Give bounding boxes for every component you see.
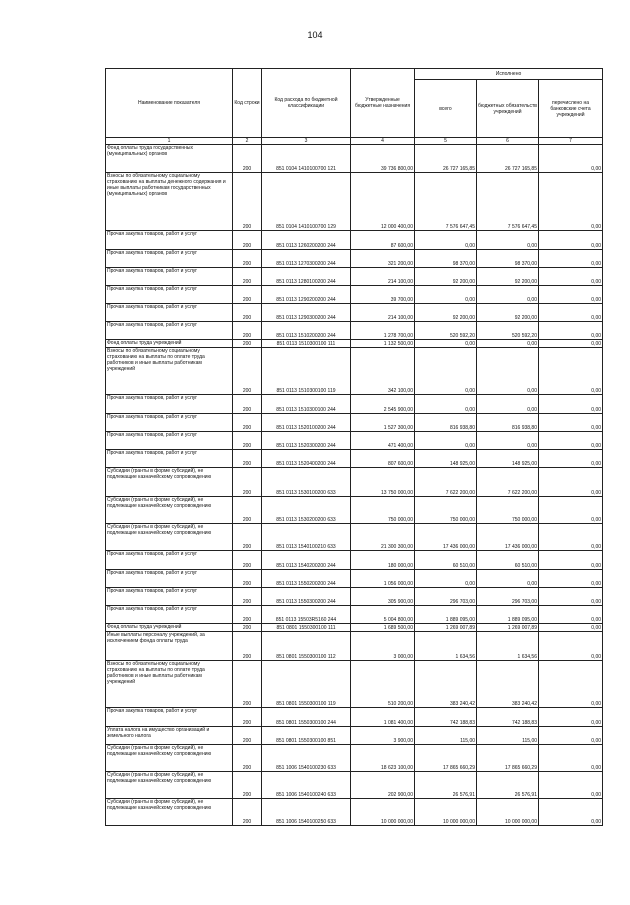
row-approved: 10 000 000,00 — [351, 799, 415, 826]
table-row — [106, 606, 603, 624]
row-executed-obligations: 0,00 — [477, 286, 539, 304]
row-executed-total: 0,00 — [415, 231, 477, 250]
row-line-code: 200 — [233, 551, 262, 570]
row-classification-code: 851 0113 1270300200 244 — [262, 250, 351, 268]
table-row — [106, 624, 603, 632]
row-approved: 1 689 500,00 — [351, 624, 415, 632]
row-line-code: 200 — [233, 414, 262, 432]
row-name: Взносы по обязательному социальному страхованию на выплаты по оплате труда работников и иные выплаты работникам учреждений — [106, 348, 233, 395]
row-approved: 18 623 100,00 — [351, 745, 415, 772]
row-line-code: 200 — [233, 304, 262, 322]
column-number: 3 — [262, 138, 351, 145]
row-executed-obligations: 17 436 000,00 — [477, 524, 539, 551]
row-executed-obligations: 92 200,00 — [477, 304, 539, 322]
row-name: Прочая закупка товаров, работ и услуг — [106, 450, 233, 468]
row-approved: 471 400,00 — [351, 432, 415, 450]
row-line-code: 200 — [233, 348, 262, 395]
row-executed-total: 26 576,91 — [415, 772, 477, 799]
row-approved: 13 750 000,00 — [351, 468, 415, 497]
row-approved: 202 900,00 — [351, 772, 415, 799]
row-line-code: 200 — [233, 727, 262, 745]
table-row — [106, 632, 603, 661]
row-executed-total: 0,00 — [415, 286, 477, 304]
row-line-code: 200 — [233, 322, 262, 340]
row-executed-transfers: 0,00 — [539, 632, 603, 661]
row-classification-code: 851 0113 1550200200 244 — [262, 570, 351, 588]
row-classification-code: 851 0113 1290300200 244 — [262, 304, 351, 322]
row-line-code: 200 — [233, 468, 262, 497]
row-executed-obligations: 7 576 647,45 — [477, 173, 539, 231]
row-line-code: 200 — [233, 268, 262, 286]
row-approved: 510 200,00 — [351, 661, 415, 708]
row-executed-obligations: 115,00 — [477, 727, 539, 745]
row-executed-transfers: 0,00 — [539, 588, 603, 606]
row-executed-total: 17 865 660,29 — [415, 745, 477, 772]
column-number: 2 — [233, 138, 262, 145]
row-executed-total: 520 592,20 — [415, 322, 477, 340]
row-executed-obligations: 296 703,00 — [477, 588, 539, 606]
column-number-row — [106, 138, 603, 145]
row-classification-code: 851 0113 1530100200 633 — [262, 468, 351, 497]
row-line-code: 200 — [233, 432, 262, 450]
row-executed-total: 1 269 007,89 — [415, 624, 477, 632]
row-classification-code: 851 0113 1520100200 244 — [262, 414, 351, 432]
row-executed-total: 92 200,00 — [415, 268, 477, 286]
row-name: Фонд оплаты труда государственных (муниципальных) органов — [106, 145, 233, 173]
table-row — [106, 414, 603, 432]
row-name: Прочая закупка товаров, работ и услуг — [106, 304, 233, 322]
row-executed-obligations: 520 592,20 — [477, 322, 539, 340]
row-classification-code: 851 1006 1540100230 633 — [262, 745, 351, 772]
row-executed-transfers: 0,00 — [539, 745, 603, 772]
row-classification-code: 851 0113 1540200200 244 — [262, 551, 351, 570]
row-executed-obligations: 26 727 165,85 — [477, 145, 539, 173]
row-name: Прочая закупка товаров, работ и услуг — [106, 606, 233, 624]
row-name: Взносы по обязательному социальному страхованию на выплаты по оплате труда работников и иные выплаты работникам учреждений — [106, 661, 233, 708]
table-row — [106, 708, 603, 727]
row-approved: 12 000 400,00 — [351, 173, 415, 231]
header-approved: Утвержденные бюджетные назначения — [351, 69, 415, 138]
row-classification-code: 851 0113 1550300200 244 — [262, 588, 351, 606]
row-executed-transfers: 0,00 — [539, 799, 603, 826]
column-number: 7 — [539, 138, 603, 145]
table-row — [106, 799, 603, 826]
row-classification-code: 851 0113 1530200200 633 — [262, 497, 351, 524]
row-line-code: 200 — [233, 588, 262, 606]
row-executed-transfers: 0,00 — [539, 468, 603, 497]
row-executed-transfers: 0,00 — [539, 395, 603, 414]
row-classification-code: 851 0113 1520300200 244 — [262, 432, 351, 450]
table-row — [106, 745, 603, 772]
table-row — [106, 268, 603, 286]
row-executed-transfers: 0,00 — [539, 322, 603, 340]
row-line-code: 200 — [233, 250, 262, 268]
row-executed-transfers: 0,00 — [539, 173, 603, 231]
row-executed-transfers: 0,00 — [539, 772, 603, 799]
row-name: Взносы по обязательному социальному страхованию на выплаты денежного содержания и иные выплаты работникам государственных (муниципальных) органов — [106, 173, 233, 231]
table-row — [106, 570, 603, 588]
row-name: Иные выплаты персоналу учреждений, за исключением фонда оплаты труда — [106, 632, 233, 661]
row-approved: 342 100,00 — [351, 348, 415, 395]
row-executed-total: 17 436 000,00 — [415, 524, 477, 551]
budget-execution-table — [105, 68, 603, 826]
row-executed-obligations: 742 188,83 — [477, 708, 539, 727]
row-name: Прочая закупка товаров, работ и услуг — [106, 414, 233, 432]
table-row — [106, 588, 603, 606]
header-code: Код строки — [233, 69, 262, 138]
row-executed-obligations: 17 865 660,29 — [477, 745, 539, 772]
row-name: Прочая закупка товаров, работ и услуг — [106, 551, 233, 570]
row-classification-code: 851 0801 1550300100 111 — [262, 624, 351, 632]
row-line-code: 200 — [233, 231, 262, 250]
row-executed-transfers: 0,00 — [539, 727, 603, 745]
row-approved: 3 000,00 — [351, 632, 415, 661]
header-bank-transfers: перечислено на банковские счета учреждений — [539, 80, 603, 138]
row-name: Прочая закупка товаров, работ и услуг — [106, 395, 233, 414]
row-name: Субсидии (гранты в форме субсидий), не подлежащие казначейскому сопровождению — [106, 772, 233, 799]
row-executed-total: 26 727 165,85 — [415, 145, 477, 173]
table-row — [106, 348, 603, 395]
row-executed-transfers: 0,00 — [539, 524, 603, 551]
row-classification-code: 851 0113 15503R5160 244 — [262, 606, 351, 624]
row-name: Субсидии (гранты в форме субсидий), не подлежащие казначейскому сопровождению — [106, 799, 233, 826]
table-row — [106, 286, 603, 304]
table-row — [106, 497, 603, 524]
row-executed-total: 10 000 000,00 — [415, 799, 477, 826]
row-line-code: 200 — [233, 799, 262, 826]
row-approved: 180 000,00 — [351, 551, 415, 570]
row-name: Прочая закупка товаров, работ и услуг — [106, 432, 233, 450]
row-approved: 321 200,00 — [351, 250, 415, 268]
row-executed-obligations: 0,00 — [477, 395, 539, 414]
row-executed-total: 115,00 — [415, 727, 477, 745]
row-approved: 807 600,00 — [351, 450, 415, 468]
row-classification-code: 851 0801 1550300100 112 — [262, 632, 351, 661]
row-classification-code: 851 0801 1550300100 851 — [262, 727, 351, 745]
row-executed-total: 296 703,00 — [415, 588, 477, 606]
row-classification-code: 851 0113 1280100200 244 — [262, 268, 351, 286]
row-classification-code: 851 0113 1510300100 119 — [262, 348, 351, 395]
row-line-code: 200 — [233, 708, 262, 727]
row-approved: 214 100,00 — [351, 304, 415, 322]
row-name: Прочая закупка товаров, работ и услуг — [106, 322, 233, 340]
row-executed-total: 92 200,00 — [415, 304, 477, 322]
row-executed-transfers: 0,00 — [539, 432, 603, 450]
row-executed-obligations: 26 576,91 — [477, 772, 539, 799]
row-classification-code: 851 0113 1510300100 111 — [262, 340, 351, 348]
row-line-code: 200 — [233, 632, 262, 661]
row-approved: 1 132 500,00 — [351, 340, 415, 348]
row-line-code: 200 — [233, 745, 262, 772]
row-classification-code: 851 0113 1540100210 633 — [262, 524, 351, 551]
row-executed-total: 7 622 200,00 — [415, 468, 477, 497]
row-executed-obligations: 1 634,56 — [477, 632, 539, 661]
row-name: Субсидии (гранты в форме субсидий), не подлежащие казначейскому сопровождению — [106, 524, 233, 551]
table-row — [106, 661, 603, 708]
row-name: Субсидии (гранты в форме субсидий), не подлежащие казначейскому сопровождению — [106, 468, 233, 497]
row-executed-obligations: 0,00 — [477, 340, 539, 348]
row-executed-transfers: 0,00 — [539, 551, 603, 570]
row-executed-transfers: 0,00 — [539, 414, 603, 432]
column-number: 5 — [415, 138, 477, 145]
row-executed-obligations: 7 622 200,00 — [477, 468, 539, 497]
row-executed-total: 750 000,00 — [415, 497, 477, 524]
row-name: Прочая закупка товаров, работ и услуг — [106, 250, 233, 268]
row-name: Фонд оплаты труда учреждений — [106, 340, 233, 348]
row-line-code: 200 — [233, 606, 262, 624]
header-budget-obligations: бюджетных обязательств учреждений — [477, 80, 539, 138]
row-line-code: 200 — [233, 173, 262, 231]
row-executed-obligations: 60 510,00 — [477, 551, 539, 570]
row-name: Прочая закупка товаров, работ и услуг — [106, 588, 233, 606]
row-executed-transfers: 0,00 — [539, 145, 603, 173]
row-executed-total: 383 240,42 — [415, 661, 477, 708]
row-approved: 39 700,00 — [351, 286, 415, 304]
row-executed-total: 7 576 647,45 — [415, 173, 477, 231]
row-executed-total: 0,00 — [415, 340, 477, 348]
row-line-code: 200 — [233, 286, 262, 304]
row-approved: 2 545 900,00 — [351, 395, 415, 414]
table-row — [106, 727, 603, 745]
row-classification-code: 851 0113 1510200200 244 — [262, 322, 351, 340]
row-executed-total: 742 188,83 — [415, 708, 477, 727]
row-executed-total: 148 925,00 — [415, 450, 477, 468]
table-row — [106, 304, 603, 322]
row-executed-obligations: 10 000 000,00 — [477, 799, 539, 826]
table-row — [106, 450, 603, 468]
row-line-code: 200 — [233, 524, 262, 551]
row-approved: 305 900,00 — [351, 588, 415, 606]
table-row — [106, 772, 603, 799]
row-line-code: 200 — [233, 661, 262, 708]
header-name: Наименование показателя — [106, 69, 233, 138]
row-executed-total: 0,00 — [415, 432, 477, 450]
row-line-code: 200 — [233, 497, 262, 524]
row-executed-obligations: 1 889 095,00 — [477, 606, 539, 624]
row-executed-obligations: 0,00 — [477, 570, 539, 588]
row-executed-obligations: 0,00 — [477, 231, 539, 250]
row-name: Прочая закупка товаров, работ и услуг — [106, 570, 233, 588]
row-executed-transfers: 0,00 — [539, 606, 603, 624]
row-executed-transfers: 0,00 — [539, 708, 603, 727]
row-executed-transfers: 0,00 — [539, 624, 603, 632]
row-name: Уплата налога на имущество организаций и земельного налога — [106, 727, 233, 745]
row-executed-transfers: 0,00 — [539, 231, 603, 250]
row-classification-code: 851 0113 1290200200 244 — [262, 286, 351, 304]
row-executed-total: 98 370,00 — [415, 250, 477, 268]
row-executed-obligations: 383 240,42 — [477, 661, 539, 708]
row-classification-code: 851 0113 1260200200 244 — [262, 231, 351, 250]
row-executed-transfers: 0,00 — [539, 304, 603, 322]
header-classification: Код расхода по бюджетной классификации — [262, 69, 351, 138]
row-executed-total: 1 889 095,00 — [415, 606, 477, 624]
header-total: всего — [415, 80, 477, 138]
row-classification-code: 851 0113 1510300100 244 — [262, 395, 351, 414]
row-approved: 5 004 800,00 — [351, 606, 415, 624]
row-executed-total: 816 938,80 — [415, 414, 477, 432]
page-number: 104 — [307, 30, 323, 40]
row-executed-obligations: 98 370,00 — [477, 250, 539, 268]
row-executed-total: 1 634,56 — [415, 632, 477, 661]
column-number: 1 — [106, 138, 233, 145]
row-classification-code: 851 1006 1540100240 633 — [262, 772, 351, 799]
row-executed-obligations: 0,00 — [477, 348, 539, 395]
row-approved: 214 100,00 — [351, 268, 415, 286]
row-executed-transfers: 0,00 — [539, 286, 603, 304]
row-executed-obligations: 816 938,80 — [477, 414, 539, 432]
table-row — [106, 524, 603, 551]
row-approved: 87 600,00 — [351, 231, 415, 250]
row-line-code: 200 — [233, 395, 262, 414]
row-name: Прочая закупка товаров, работ и услуг — [106, 231, 233, 250]
row-classification-code: 851 0104 1410100700 129 — [262, 173, 351, 231]
row-executed-obligations: 92 200,00 — [477, 268, 539, 286]
table-row — [106, 468, 603, 497]
row-executed-transfers: 0,00 — [539, 450, 603, 468]
row-executed-total: 0,00 — [415, 348, 477, 395]
row-executed-total: 0,00 — [415, 395, 477, 414]
table-row — [106, 395, 603, 414]
table-row — [106, 250, 603, 268]
row-executed-obligations: 1 269 007,89 — [477, 624, 539, 632]
table-row — [106, 173, 603, 231]
row-executed-transfers: 0,00 — [539, 268, 603, 286]
row-name: Прочая закупка товаров, работ и услуг — [106, 286, 233, 304]
row-approved: 3 900,00 — [351, 727, 415, 745]
row-line-code: 200 — [233, 145, 262, 173]
row-classification-code: 851 0801 1550300100 244 — [262, 708, 351, 727]
row-line-code: 200 — [233, 450, 262, 468]
row-executed-obligations: 0,00 — [477, 432, 539, 450]
row-approved: 1 527 300,00 — [351, 414, 415, 432]
row-line-code: 200 — [233, 624, 262, 632]
row-executed-obligations: 750 000,00 — [477, 497, 539, 524]
row-approved: 1 278 700,00 — [351, 322, 415, 340]
row-classification-code: 851 0801 1550300100 119 — [262, 661, 351, 708]
row-classification-code: 851 0104 1410100700 121 — [262, 145, 351, 173]
column-number: 6 — [477, 138, 539, 145]
table-row — [106, 322, 603, 340]
row-approved: 39 736 800,00 — [351, 145, 415, 173]
row-approved: 1 056 000,00 — [351, 570, 415, 588]
row-name: Субсидии (гранты в форме субсидий), не подлежащие казначейскому сопровождению — [106, 745, 233, 772]
row-line-code: 200 — [233, 570, 262, 588]
table-row — [106, 145, 603, 173]
row-name: Прочая закупка товаров, работ и услуг — [106, 708, 233, 727]
table-row — [106, 551, 603, 570]
row-executed-total: 60 510,00 — [415, 551, 477, 570]
row-classification-code: 851 1006 1540100250 633 — [262, 799, 351, 826]
table-row — [106, 432, 603, 450]
row-executed-transfers: 0,00 — [539, 570, 603, 588]
row-executed-transfers: 0,00 — [539, 348, 603, 395]
row-classification-code: 851 0113 1520400200 244 — [262, 450, 351, 468]
column-number: 4 — [351, 138, 415, 145]
header-executed: Исполнено — [415, 69, 603, 80]
row-executed-transfers: 0,00 — [539, 661, 603, 708]
row-executed-total: 0,00 — [415, 570, 477, 588]
row-name: Фонд оплаты труда учреждений — [106, 624, 233, 632]
row-executed-transfers: 0,00 — [539, 340, 603, 348]
table-row — [106, 231, 603, 250]
row-line-code: 200 — [233, 772, 262, 799]
row-approved: 21 300 300,00 — [351, 524, 415, 551]
row-approved: 1 081 400,00 — [351, 708, 415, 727]
row-executed-obligations: 148 925,00 — [477, 450, 539, 468]
row-name: Прочая закупка товаров, работ и услуг — [106, 268, 233, 286]
row-executed-transfers: 0,00 — [539, 497, 603, 524]
row-name: Субсидии (гранты в форме субсидий), не подлежащие казначейскому сопровождению — [106, 497, 233, 524]
row-executed-transfers: 0,00 — [539, 250, 603, 268]
row-line-code: 200 — [233, 340, 262, 348]
table-body — [106, 145, 603, 826]
row-approved: 750 000,00 — [351, 497, 415, 524]
table-row — [106, 340, 603, 348]
